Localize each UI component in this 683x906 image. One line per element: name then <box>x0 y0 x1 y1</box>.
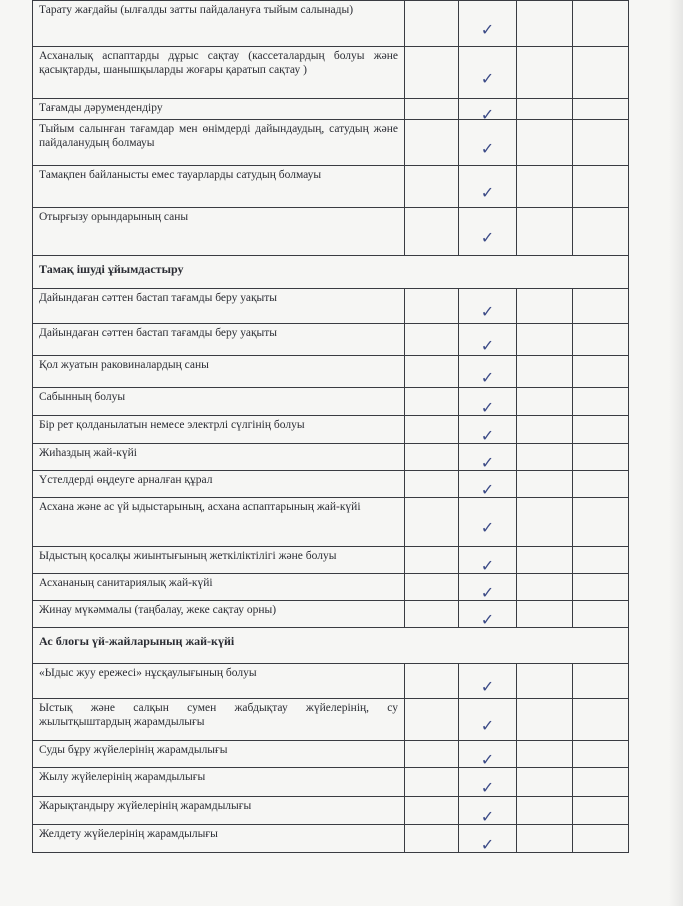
empty-cell <box>573 498 629 547</box>
section-header-row <box>33 628 629 664</box>
checklist-row <box>33 699 629 741</box>
check-cell <box>459 444 517 471</box>
empty-cell <box>573 601 629 628</box>
check-cell <box>459 664 517 699</box>
page-edge-shadow <box>669 0 683 906</box>
empty-cell <box>405 324 459 356</box>
requirement-text: Бір рет қолданылатын немесе электрлі сүлгінің болуы <box>33 416 405 444</box>
empty-cell <box>405 699 459 741</box>
check-cell <box>459 388 517 416</box>
empty-cell <box>405 825 459 853</box>
empty-cell <box>405 356 459 388</box>
check-cell <box>459 601 517 628</box>
requirement-text: Тағамды дәрумендендіру <box>33 99 405 120</box>
empty-cell <box>405 547 459 574</box>
empty-cell <box>573 120 629 166</box>
check-cell <box>459 356 517 388</box>
section-title: Ас блогы үй-жайларының жай-күйі <box>33 628 629 664</box>
requirement-text: Отырғызу орындарының саны <box>33 208 405 256</box>
empty-cell <box>573 416 629 444</box>
checkmark-icon: ✓ <box>480 335 495 355</box>
checkmark-icon: ✓ <box>480 105 495 124</box>
empty-cell <box>517 741 573 768</box>
empty-cell <box>517 664 573 699</box>
empty-cell <box>517 1 573 47</box>
checkmark-icon: ✓ <box>480 518 495 537</box>
section-header-row <box>33 256 629 289</box>
requirement-text: Жылу жүйелерінің жарамдылығы <box>33 768 405 797</box>
empty-cell <box>405 208 459 256</box>
empty-cell <box>517 547 573 574</box>
empty-cell <box>573 699 629 741</box>
requirement-text: Жарықтандыру жүйелерінің жарамдылығы <box>33 797 405 825</box>
checklist-row <box>33 166 629 208</box>
empty-cell <box>517 797 573 825</box>
empty-cell <box>405 471 459 498</box>
empty-cell <box>405 1 459 47</box>
empty-cell <box>405 574 459 601</box>
empty-cell <box>517 388 573 416</box>
empty-cell <box>573 664 629 699</box>
requirement-text: Сабынның болуы <box>33 388 405 416</box>
requirement-text: Асхана және ас үй ыдыстарының, асхана аспаптарының жай-күйі <box>33 498 405 547</box>
empty-cell <box>517 444 573 471</box>
requirement-text: Ыстық және салқын сумен жабдықтау жүйелерінің, су жылытқыштардың жарамдылығы <box>33 699 405 741</box>
empty-cell <box>405 498 459 547</box>
checklist-row <box>33 601 629 628</box>
check-cell <box>459 741 517 768</box>
empty-cell <box>573 47 629 99</box>
checkmark-icon: ✓ <box>480 778 495 797</box>
empty-cell <box>405 601 459 628</box>
empty-cell <box>517 768 573 797</box>
check-cell <box>459 47 517 99</box>
check-cell <box>459 825 517 853</box>
empty-cell <box>573 741 629 768</box>
checklist-row <box>33 1 629 47</box>
empty-cell <box>573 797 629 825</box>
empty-cell <box>517 289 573 324</box>
check-cell <box>459 547 517 574</box>
checkmark-icon: ✓ <box>480 425 495 445</box>
checkmark-icon: ✓ <box>480 677 495 696</box>
empty-cell <box>573 825 629 853</box>
empty-cell <box>573 547 629 574</box>
checklist-row <box>33 289 629 324</box>
empty-cell <box>517 471 573 498</box>
checkmark-icon: ✓ <box>480 302 495 321</box>
checklist-row <box>33 741 629 768</box>
empty-cell <box>405 664 459 699</box>
checklist-row <box>33 574 629 601</box>
checkmark-icon: ✓ <box>480 806 495 826</box>
empty-cell <box>517 699 573 741</box>
checkmark-icon: ✓ <box>480 834 495 854</box>
check-cell <box>459 471 517 498</box>
empty-cell <box>573 574 629 601</box>
empty-cell <box>517 574 573 601</box>
checkmark-icon: ✓ <box>480 583 495 602</box>
checkmark-icon: ✓ <box>480 750 495 769</box>
requirement-text: Тамақпен байланысты емес тауарларды сатудың болмауы <box>33 166 405 208</box>
requirement-text: «Ыдыс жуу ережесі» нұсқаулығының болуы <box>33 664 405 699</box>
empty-cell <box>517 324 573 356</box>
requirement-text: Тарату жағдайы (ылғалды затты пайдалануға тыйым салынады) <box>33 1 405 47</box>
requirement-text: Тыйым салынған тағамдар мен өнімдерді дайындаудың, сатудың және пайдаланудың болмауы <box>33 120 405 166</box>
empty-cell <box>405 47 459 99</box>
empty-cell <box>517 356 573 388</box>
empty-cell <box>573 324 629 356</box>
requirement-text: Ыдыстың қосалқы жиынтығының жеткіліктілігі және болуы <box>33 547 405 574</box>
check-cell <box>459 768 517 797</box>
empty-cell <box>517 601 573 628</box>
checkmark-icon: ✓ <box>480 480 495 499</box>
checklist-row <box>33 444 629 471</box>
empty-cell <box>573 388 629 416</box>
empty-cell <box>573 99 629 120</box>
check-cell <box>459 1 517 47</box>
empty-cell <box>573 1 629 47</box>
requirement-text: Суды бұру жүйелерінің жарамдылығы <box>33 741 405 768</box>
checkmark-icon: ✓ <box>480 453 495 472</box>
checklist-row <box>33 99 629 120</box>
empty-cell <box>517 166 573 208</box>
check-cell <box>459 699 517 741</box>
empty-cell <box>405 289 459 324</box>
empty-cell <box>573 166 629 208</box>
checkmark-icon: ✓ <box>480 19 495 39</box>
empty-cell <box>573 289 629 324</box>
requirement-text: Дайындаған сәттен бастап тағамды беру уақыты <box>33 289 405 324</box>
empty-cell <box>573 471 629 498</box>
requirement-text: Асхананың санитариялық жай-күйі <box>33 574 405 601</box>
requirement-text: Жинау мүкәммалы (таңбалау, жеке сақтау орны) <box>33 601 405 628</box>
empty-cell <box>405 166 459 208</box>
empty-cell <box>405 416 459 444</box>
check-cell <box>459 498 517 547</box>
checklist-row <box>33 498 629 547</box>
check-cell <box>459 120 517 166</box>
check-cell <box>459 324 517 356</box>
empty-cell <box>405 120 459 166</box>
checklist-row <box>33 356 629 388</box>
checklist-row <box>33 664 629 699</box>
checkmark-icon: ✓ <box>480 68 495 88</box>
requirement-text: Қол жуатын раковиналардың саны <box>33 356 405 388</box>
checklist-row <box>33 324 629 356</box>
checklist-row <box>33 768 629 797</box>
empty-cell <box>405 768 459 797</box>
empty-cell <box>517 825 573 853</box>
empty-cell <box>573 208 629 256</box>
checkmark-icon: ✓ <box>480 556 495 575</box>
empty-cell <box>517 416 573 444</box>
check-cell <box>459 797 517 825</box>
requirement-text: Дайындаған сәттен бастап тағамды беру уақыты <box>33 324 405 356</box>
check-cell <box>459 289 517 324</box>
check-cell <box>459 208 517 256</box>
empty-cell <box>573 444 629 471</box>
section-title: Тамақ ішуді ұйымдастыру <box>33 256 629 289</box>
empty-cell <box>405 797 459 825</box>
empty-cell <box>517 208 573 256</box>
empty-cell <box>405 99 459 120</box>
check-cell <box>459 574 517 601</box>
checklist-row <box>33 471 629 498</box>
requirement-text: Жиһаздың жай-күйі <box>33 444 405 471</box>
empty-cell <box>517 498 573 547</box>
checklist-row <box>33 825 629 853</box>
empty-cell <box>517 99 573 120</box>
requirement-text: Желдету жүйелерінің жарамдылығы <box>33 825 405 853</box>
checkmark-icon: ✓ <box>480 138 495 158</box>
checklist-row <box>33 120 629 166</box>
check-cell <box>459 166 517 208</box>
checklist-row <box>33 416 629 444</box>
check-cell <box>459 416 517 444</box>
empty-cell <box>517 47 573 99</box>
checklist-table <box>32 0 629 853</box>
empty-cell <box>517 120 573 166</box>
checkmark-icon: ✓ <box>480 610 495 629</box>
checkmark-icon: ✓ <box>480 182 495 202</box>
checklist-row <box>33 388 629 416</box>
checkmark-icon: ✓ <box>480 715 495 735</box>
checklist-row <box>33 797 629 825</box>
checkmark-icon: ✓ <box>480 227 495 247</box>
requirement-text: Үстелдерді өңдеуге арналған құрал <box>33 471 405 498</box>
empty-cell <box>405 741 459 768</box>
check-cell <box>459 99 517 124</box>
requirement-text: Асханалық аспаптарды дұрыс сақтау (кассеталардың болуы және қасықтарды, шанышқыларды жоғары қаратып сақтау ) <box>33 47 405 99</box>
empty-cell <box>405 388 459 416</box>
empty-cell <box>573 768 629 797</box>
checkmark-icon: ✓ <box>480 397 495 417</box>
checkmark-icon: ✓ <box>480 367 495 387</box>
checklist-row <box>33 208 629 256</box>
empty-cell <box>405 444 459 471</box>
empty-cell <box>573 356 629 388</box>
checklist-row <box>33 47 629 99</box>
checklist-row <box>33 547 629 574</box>
